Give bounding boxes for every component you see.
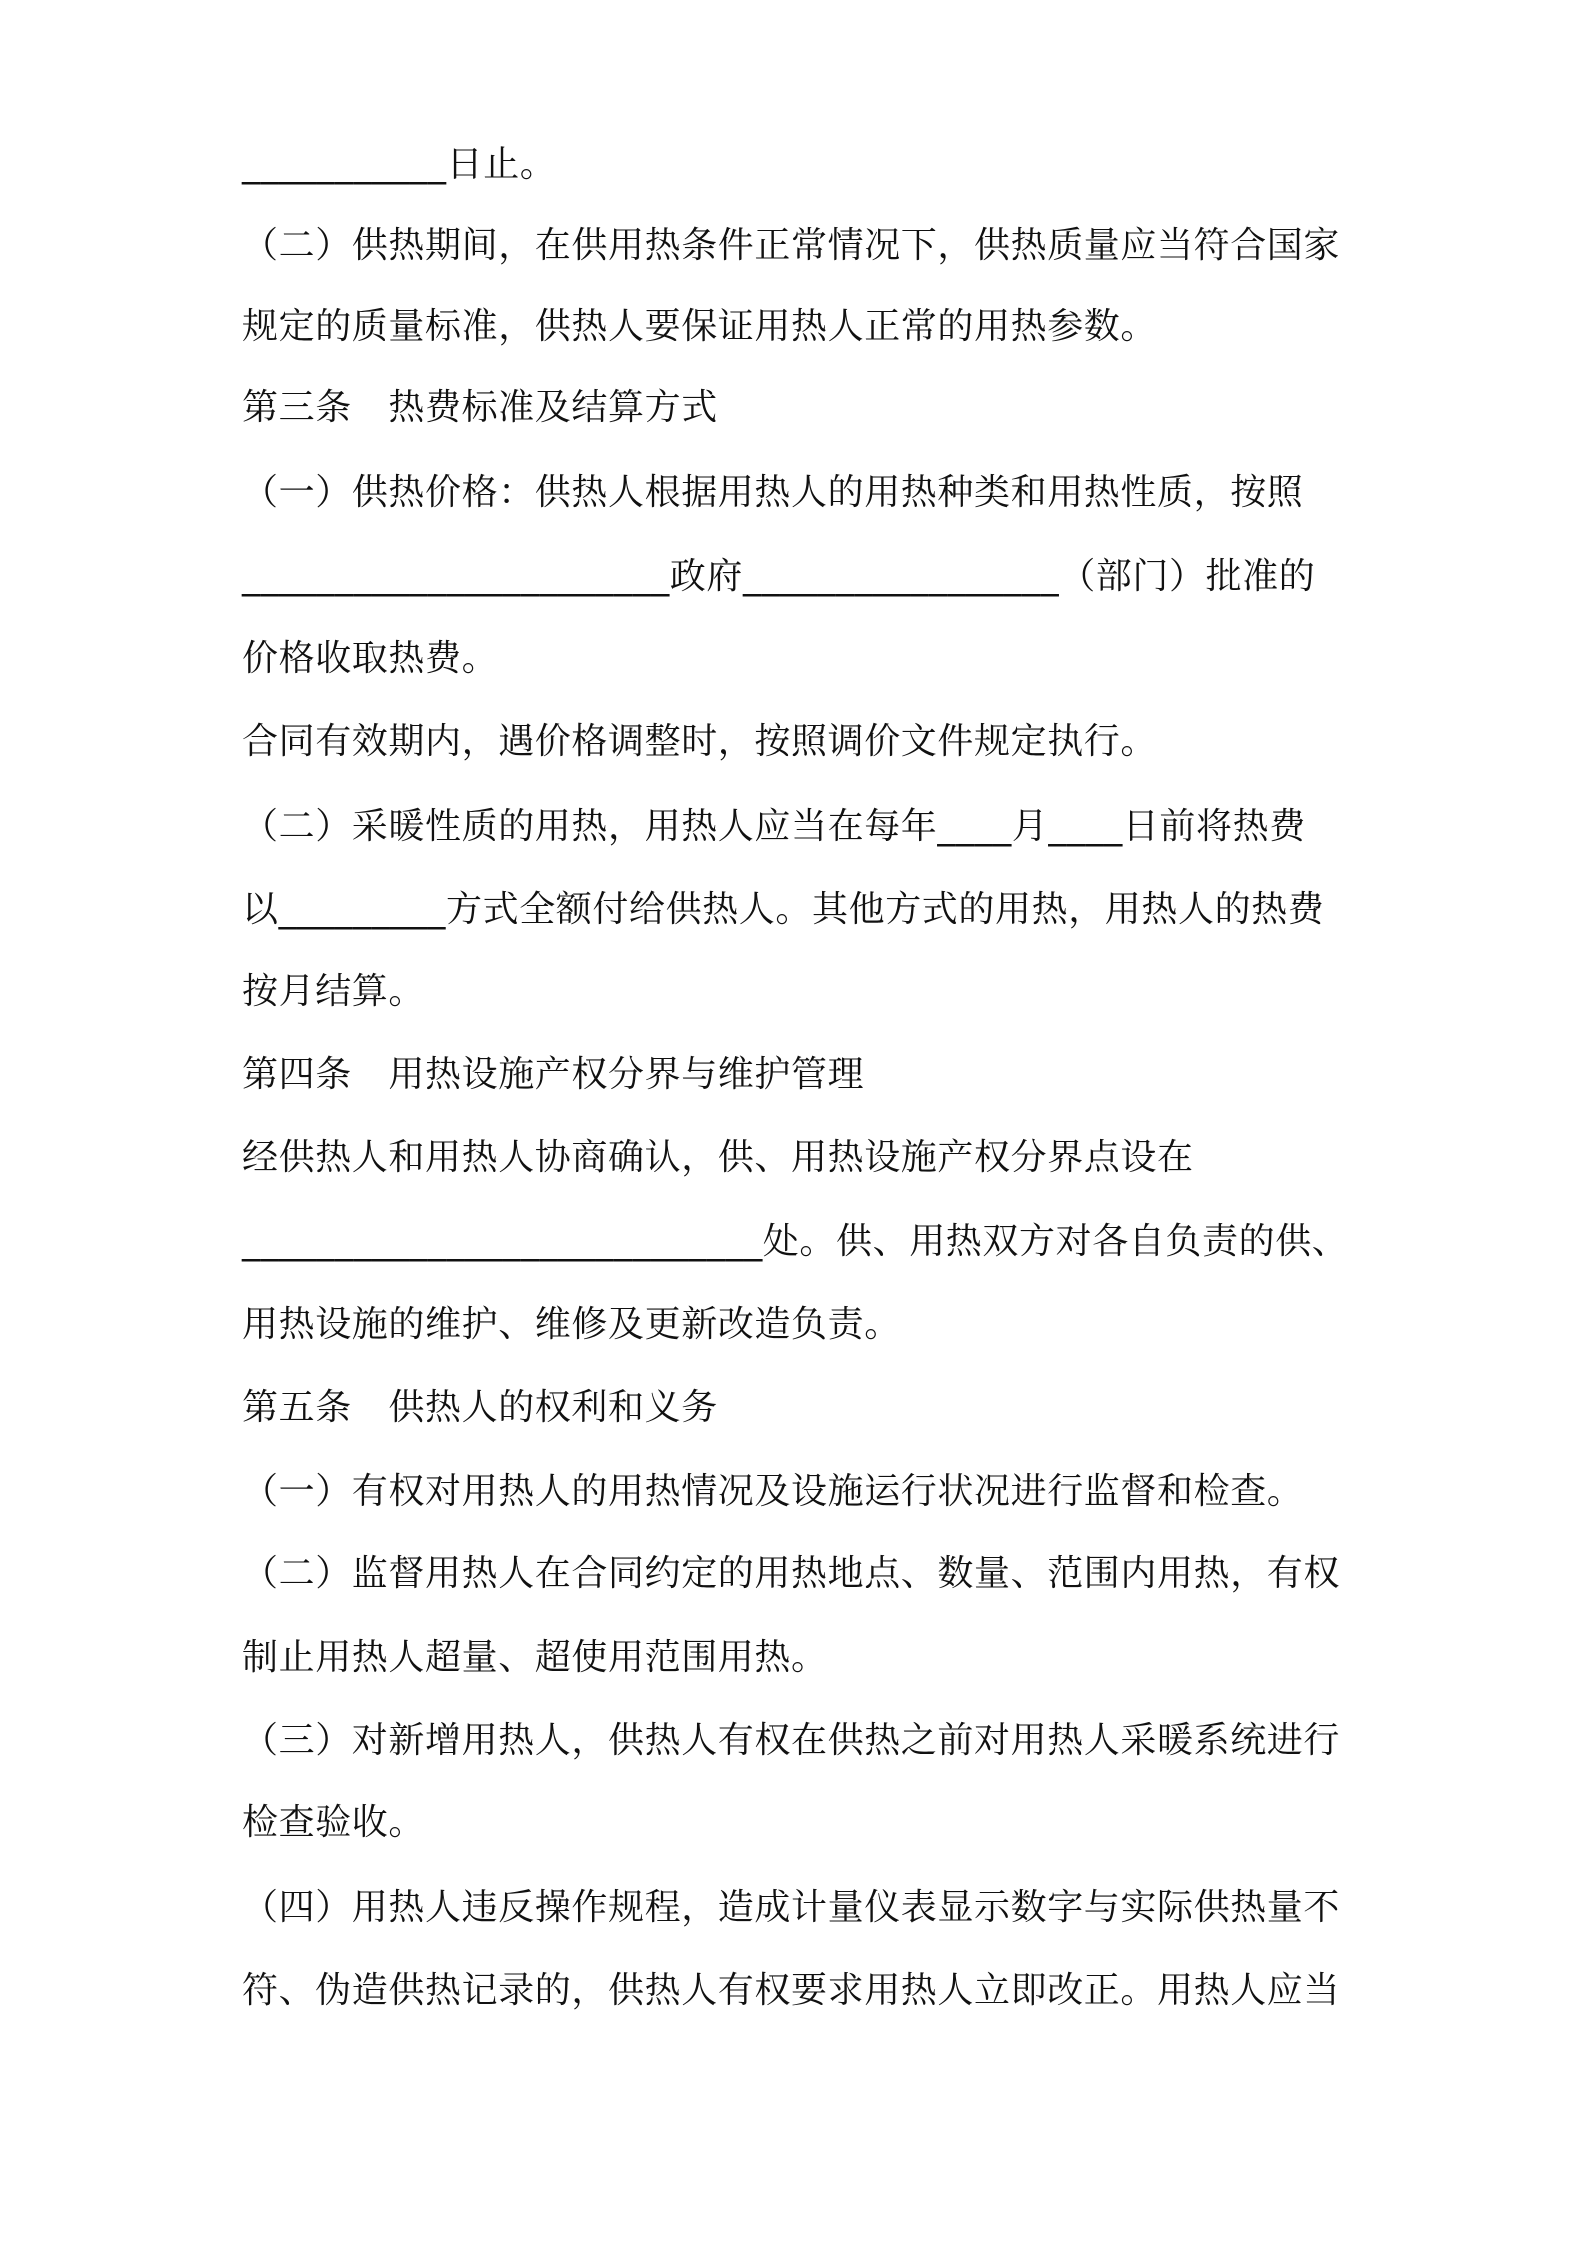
text-line: 合同有效期内，遇价格调整时，按照调价文件规定执行。 bbox=[242, 721, 1158, 762]
text-line: （三）对新增用热人，供热人有权在供热之前对用热人采暖系统进行 bbox=[242, 1720, 1341, 1761]
text-line: 用热设施的维护、维修及更新改造负责。 bbox=[242, 1304, 901, 1345]
text-line: （四）用热人违反操作规程，造成计量仪表显示数字与实际供热量不 bbox=[242, 1887, 1341, 1928]
section-heading-5: 第五条 供热人的权利和义务 bbox=[242, 1387, 718, 1428]
text-line: 按月结算。 bbox=[242, 971, 426, 1012]
section-heading-4: 第四条 用热设施产权分界与维护管理 bbox=[242, 1054, 865, 1095]
text-line: ____________________________处。供、用热双方对各自负责的供、 bbox=[242, 1221, 1349, 1262]
text-line: 规定的质量标准，供热人要保证用热人正常的用热参数。 bbox=[242, 306, 1158, 347]
text-line: 以_________方式全额付给供热人。其他方式的用热，用热人的热费 bbox=[242, 889, 1325, 930]
text-line: （二）采暖性质的用热，用热人应当在每年____月____日前将热费 bbox=[242, 806, 1306, 847]
section-heading-3: 第三条 热费标准及结算方式 bbox=[242, 387, 718, 428]
text-line: （二）监督用热人在合同约定的用热地点、数量、范围内用热，有权 bbox=[242, 1553, 1341, 1594]
text-line: 经供热人和用热人协商确认，供、用热设施产权分界点设在 bbox=[242, 1137, 1194, 1178]
text-line: （二）供热期间，在供用热条件正常情况下，供热质量应当符合国家 bbox=[242, 225, 1341, 266]
text-line: 价格收取热费。 bbox=[242, 638, 499, 679]
text-line: （一）有权对用热人的用热情况及设施运行状况进行监督和检查。 bbox=[242, 1471, 1304, 1512]
text-line: 检查验收。 bbox=[242, 1802, 426, 1843]
text-line: ___________日止。 bbox=[242, 144, 557, 185]
text-line: _______________________政府_________________（部门）批准的 bbox=[242, 556, 1316, 597]
text-line: 符、伪造供热记录的，供热人有权要求用热人立即改正。用热人应当 bbox=[242, 1970, 1341, 2011]
text-line: （一）供热价格：供热人根据用热人的用热种类和用热性质，按照 bbox=[242, 472, 1304, 513]
text-line: 制止用热人超量、超使用范围用热。 bbox=[242, 1637, 828, 1678]
